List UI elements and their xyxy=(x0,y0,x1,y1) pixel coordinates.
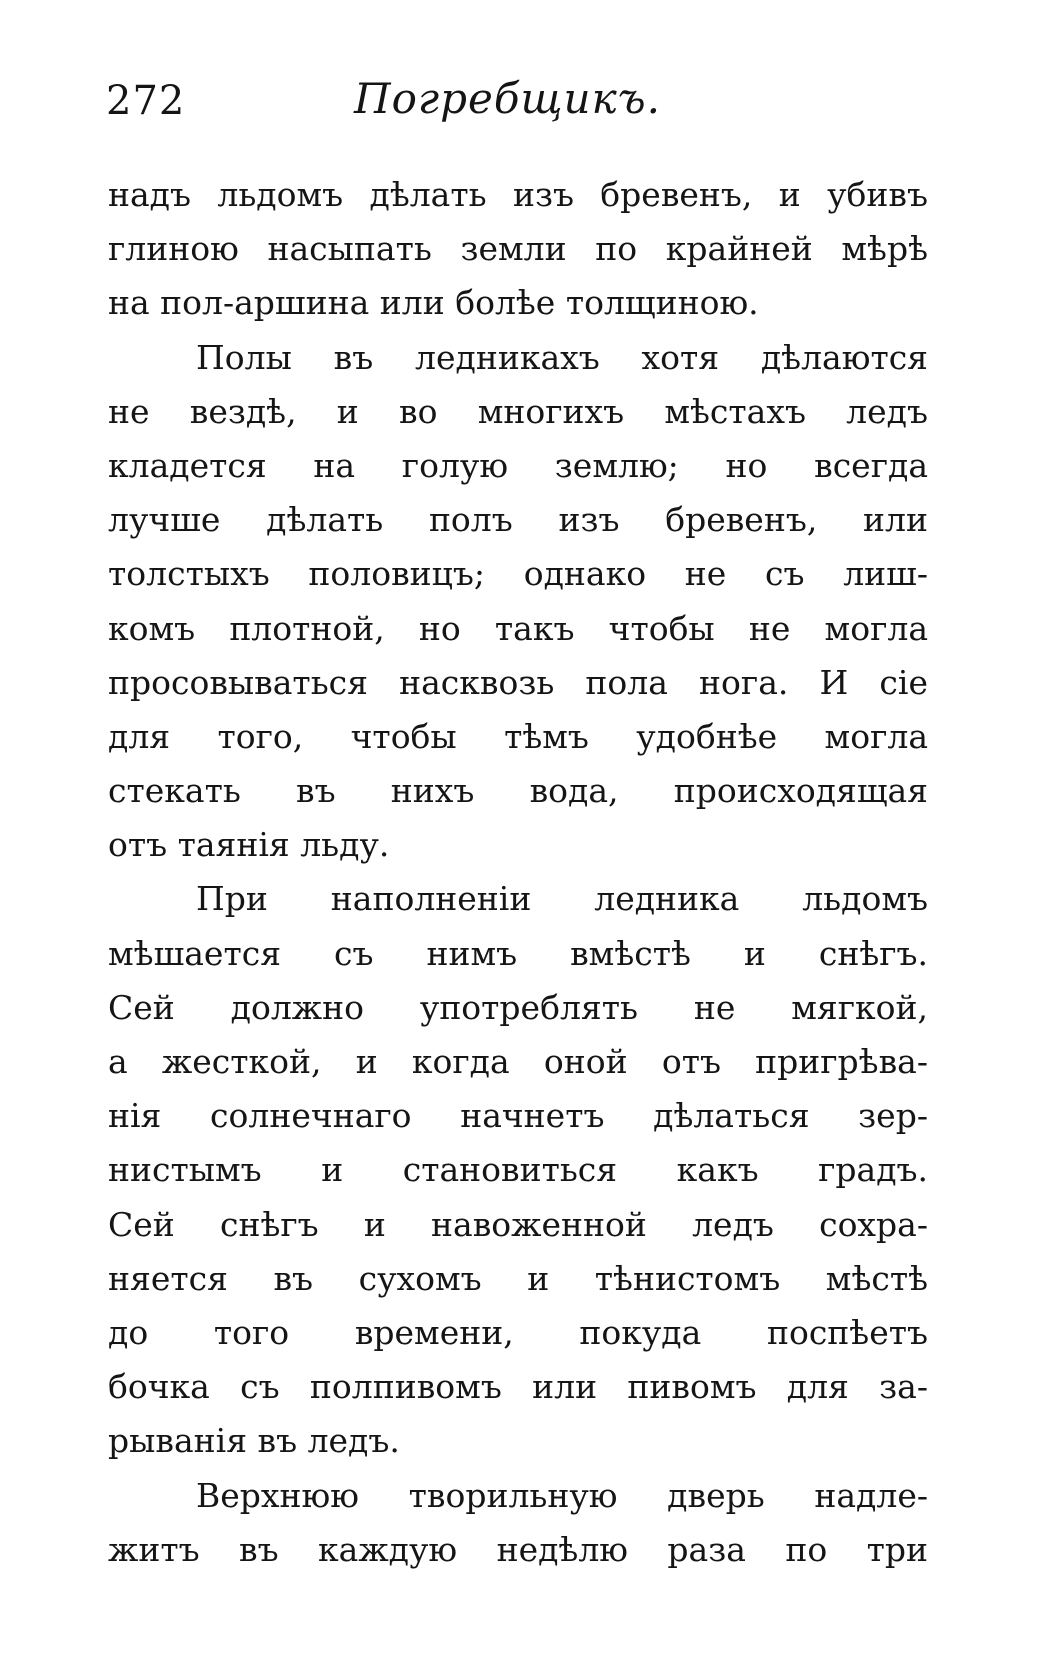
text-line: житъ въ каждую недѣлю раза по три xyxy=(108,1529,928,1569)
text-line: на пол-аршина или болѣе толщиною. xyxy=(108,283,759,323)
page-number: 272 xyxy=(106,78,186,124)
text-line: лучше дѣлать полъ изъ бревенъ, или xyxy=(108,500,928,540)
text-line: няется въ сухомъ и тѣнистомъ мѣстѣ xyxy=(108,1258,928,1298)
page-header xyxy=(106,72,926,142)
running-title: Погребщикъ. xyxy=(354,74,662,123)
text-line: нистымъ и становиться какъ градъ. xyxy=(108,1150,928,1190)
text-line: до того времени, покуда поспѣетъ xyxy=(108,1312,928,1352)
body-text xyxy=(108,168,928,1577)
text-line: а жесткой, и когда оной отъ пригрѣва- xyxy=(108,1042,928,1081)
text-line: стекать въ нихъ вода, происходящая xyxy=(108,771,928,811)
text-line: Верхнюю творильную дверь надле- xyxy=(196,1475,928,1515)
text-line: При наполненіи ледника льдомъ xyxy=(196,879,928,919)
text-line: просовываться насквозь пола нога. И сіе xyxy=(108,662,928,702)
text-line: комъ плотной, но такъ чтобы не могла xyxy=(108,608,928,648)
text-line: Сей должно употреблять не мягкой, xyxy=(108,987,928,1027)
text-line: надъ льдомъ дѣлать изъ бревенъ, и убивъ xyxy=(108,175,928,214)
text-line: нія солнечнаго начнетъ дѣлаться зер- xyxy=(108,1096,928,1136)
text-line: мѣшается съ нимъ вмѣстѣ и снѣгъ. xyxy=(108,933,928,973)
text-line: бочка съ полпивомъ или пивомъ для за- xyxy=(108,1367,928,1407)
text-line: отъ таянія льду. xyxy=(108,825,390,865)
text-line: не вездѣ, и во многихъ мѣстахъ ледъ xyxy=(108,391,928,431)
text-line: толстыхъ половицъ; однако не съ лиш- xyxy=(108,554,928,594)
text-line: Полы въ ледникахъ хотя дѣлаются xyxy=(196,337,928,377)
text-line: рыванія въ ледъ. xyxy=(108,1421,400,1461)
text-line: Сей снѣгъ и навоженной ледъ сохра- xyxy=(108,1204,928,1244)
text-line: для того, чтобы тѣмъ удобнѣе могла xyxy=(108,716,928,756)
text-line: кладется на голую землю; но всегда xyxy=(108,445,928,485)
text-line: глиною насыпать земли по крайней мѣрѣ xyxy=(108,229,928,269)
